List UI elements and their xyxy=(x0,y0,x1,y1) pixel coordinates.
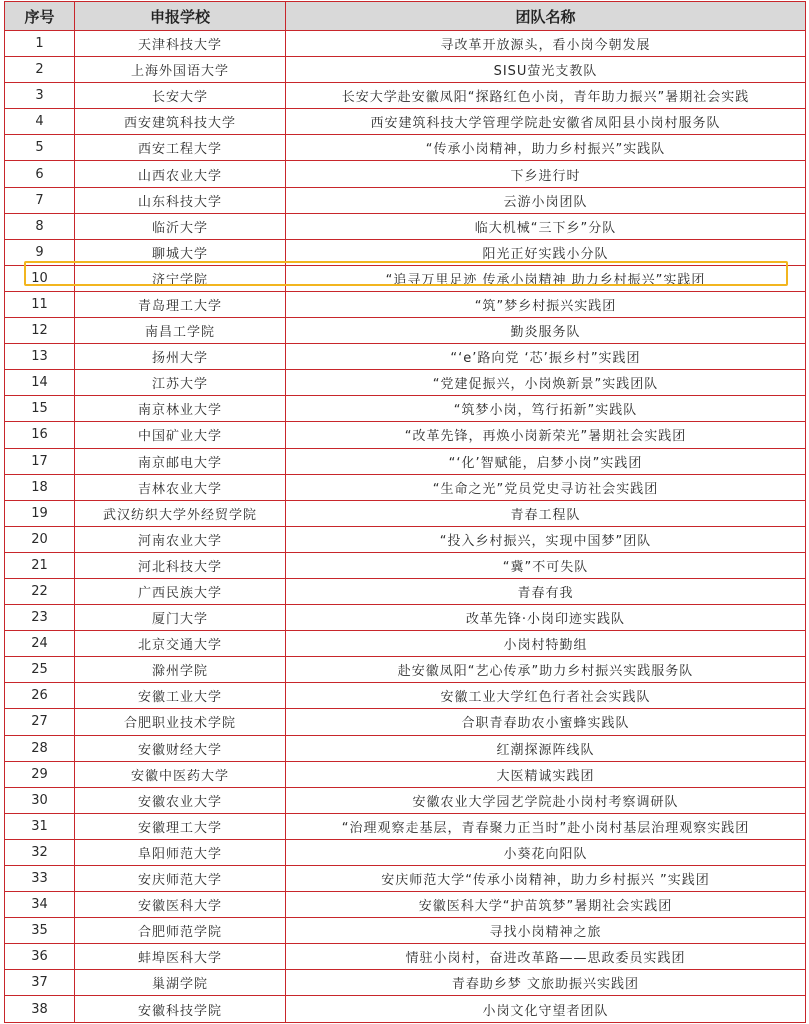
row-number: 32 xyxy=(5,839,75,865)
team-name: 安庆师范大学“传承小岗精神，助力乡村振兴 ”实践团 xyxy=(286,866,806,892)
school-name: 安徽医科大学 xyxy=(75,892,286,918)
school-name: 阜阳师范大学 xyxy=(75,839,286,865)
team-name: 青春有我 xyxy=(286,578,806,604)
table-header xyxy=(5,2,806,31)
row-number: 7 xyxy=(5,187,75,213)
row-number: 8 xyxy=(5,213,75,239)
team-name: “追寻万里足迹 传承小岗精神 助力乡村振兴”实践团 xyxy=(286,265,806,291)
team-name: 大医精诚实践团 xyxy=(286,761,806,787)
row-number: 13 xyxy=(5,344,75,370)
school-name: 北京交通大学 xyxy=(75,631,286,657)
school-name: 河南农业大学 xyxy=(75,526,286,552)
team-name: 小葵花向阳队 xyxy=(286,839,806,865)
school-name: 安庆师范大学 xyxy=(75,866,286,892)
school-name: 吉林农业大学 xyxy=(75,474,286,500)
table-row xyxy=(5,631,806,657)
team-name: 勤炎服务队 xyxy=(286,318,806,344)
school-name: 天津科技大学 xyxy=(75,31,286,57)
team-name: “治理观察走基层，青春聚力正当时”赴小岗村基层治理观察实践团 xyxy=(286,813,806,839)
header-no: 序号 xyxy=(5,2,75,31)
team-name: “‘化’智赋能，启梦小岗”实践团 xyxy=(286,448,806,474)
team-name: 安徽农业大学园艺学院赴小岗村考察调研队 xyxy=(286,787,806,813)
row-number: 18 xyxy=(5,474,75,500)
row-number: 30 xyxy=(5,787,75,813)
header-row xyxy=(5,2,806,31)
team-name: “投入乡村振兴，实现中国梦”团队 xyxy=(286,526,806,552)
school-name: 南京邮电大学 xyxy=(75,448,286,474)
row-number: 16 xyxy=(5,422,75,448)
team-name: “传承小岗精神，助力乡村振兴”实践队 xyxy=(286,135,806,161)
school-name: 厦门大学 xyxy=(75,605,286,631)
team-name: 青春工程队 xyxy=(286,500,806,526)
table-row xyxy=(5,526,806,552)
table-row xyxy=(5,31,806,57)
table-row xyxy=(5,265,806,291)
school-name: 上海外国语大学 xyxy=(75,57,286,83)
school-name: 安徽农业大学 xyxy=(75,787,286,813)
row-number: 26 xyxy=(5,683,75,709)
row-number: 38 xyxy=(5,996,75,1022)
row-number: 24 xyxy=(5,631,75,657)
table-row xyxy=(5,161,806,187)
header-school: 申报学校 xyxy=(75,2,286,31)
table-row xyxy=(5,187,806,213)
table-row xyxy=(5,996,806,1022)
school-name: 长安大学 xyxy=(75,83,286,109)
row-number: 4 xyxy=(5,109,75,135)
school-name: 山东科技大学 xyxy=(75,187,286,213)
team-name: 阳光正好实践小分队 xyxy=(286,239,806,265)
table-row xyxy=(5,944,806,970)
table-row xyxy=(5,761,806,787)
row-number: 11 xyxy=(5,291,75,317)
school-name: 河北科技大学 xyxy=(75,552,286,578)
table-row xyxy=(5,709,806,735)
team-name: 小岗文化守望者团队 xyxy=(286,996,806,1022)
team-name: 长安大学赴安徽凤阳“探路红色小岗，青年助力振兴”暑期社会实践 xyxy=(286,83,806,109)
school-name: 青岛理工大学 xyxy=(75,291,286,317)
table-row xyxy=(5,213,806,239)
table-row xyxy=(5,422,806,448)
table-row xyxy=(5,448,806,474)
team-name: 云游小岗团队 xyxy=(286,187,806,213)
table-row xyxy=(5,813,806,839)
row-number: 25 xyxy=(5,657,75,683)
team-name: 改革先锋·小岗印迹实践队 xyxy=(286,605,806,631)
table-body xyxy=(5,31,806,1023)
school-name: 滁州学院 xyxy=(75,657,286,683)
school-name: 合肥职业技术学院 xyxy=(75,709,286,735)
table-row xyxy=(5,892,806,918)
school-name: 安徽中医药大学 xyxy=(75,761,286,787)
team-name: 安徽工业大学红色行者社会实践队 xyxy=(286,683,806,709)
team-name: 下乡进行时 xyxy=(286,161,806,187)
team-name: 寻找小岗精神之旅 xyxy=(286,918,806,944)
school-name: 安徽科技学院 xyxy=(75,996,286,1022)
row-number: 14 xyxy=(5,370,75,396)
table-row xyxy=(5,839,806,865)
row-number: 35 xyxy=(5,918,75,944)
row-number: 31 xyxy=(5,813,75,839)
team-name: 情驻小岗村，奋进改革路——思政委员实践团 xyxy=(286,944,806,970)
header-team: 团队名称 xyxy=(286,2,806,31)
school-name: 安徽财经大学 xyxy=(75,735,286,761)
table-row xyxy=(5,318,806,344)
school-name: 武汉纺织大学外经贸学院 xyxy=(75,500,286,526)
school-name: 西安建筑科技大学 xyxy=(75,109,286,135)
row-number: 3 xyxy=(5,83,75,109)
table-row xyxy=(5,657,806,683)
school-name: 中国矿业大学 xyxy=(75,422,286,448)
table-row xyxy=(5,866,806,892)
school-name: 临沂大学 xyxy=(75,213,286,239)
table-row xyxy=(5,735,806,761)
table-row xyxy=(5,578,806,604)
table-row xyxy=(5,552,806,578)
team-name: 安徽医科大学“护苗筑梦”暑期社会实践团 xyxy=(286,892,806,918)
row-number: 28 xyxy=(5,735,75,761)
team-name: “冀”不可失队 xyxy=(286,552,806,578)
table-row xyxy=(5,970,806,996)
row-number: 23 xyxy=(5,605,75,631)
school-name: 南昌工学院 xyxy=(75,318,286,344)
team-name: “生命之光”党员党史寻访社会实践团 xyxy=(286,474,806,500)
table-row xyxy=(5,396,806,422)
school-name: 南京林业大学 xyxy=(75,396,286,422)
table-row xyxy=(5,787,806,813)
team-name: 红潮探源阵线队 xyxy=(286,735,806,761)
team-name: 临大机械“三下乡”分队 xyxy=(286,213,806,239)
row-number: 12 xyxy=(5,318,75,344)
row-number: 6 xyxy=(5,161,75,187)
team-name: 赴安徽凤阳“艺心传承”助力乡村振兴实践服务队 xyxy=(286,657,806,683)
table-row xyxy=(5,500,806,526)
table-row xyxy=(5,109,806,135)
table-row xyxy=(5,344,806,370)
school-name: 广西民族大学 xyxy=(75,578,286,604)
row-number: 17 xyxy=(5,448,75,474)
school-name: 西安工程大学 xyxy=(75,135,286,161)
row-number: 19 xyxy=(5,500,75,526)
team-name: 小岗村特勤组 xyxy=(286,631,806,657)
team-name: “党建促振兴，小岗焕新景”实践团队 xyxy=(286,370,806,396)
row-number: 36 xyxy=(5,944,75,970)
school-name: 合肥师范学院 xyxy=(75,918,286,944)
school-name: 山西农业大学 xyxy=(75,161,286,187)
row-number: 34 xyxy=(5,892,75,918)
row-number: 21 xyxy=(5,552,75,578)
table-row xyxy=(5,474,806,500)
team-name: “筑梦小岗，笃行拓新”实践队 xyxy=(286,396,806,422)
row-number: 5 xyxy=(5,135,75,161)
school-name: 蚌埠医科大学 xyxy=(75,944,286,970)
row-number: 2 xyxy=(5,57,75,83)
row-number: 10 xyxy=(5,265,75,291)
table-row xyxy=(5,291,806,317)
school-name: 安徽理工大学 xyxy=(75,813,286,839)
team-name: SISU萤光支教队 xyxy=(286,57,806,83)
table-row xyxy=(5,83,806,109)
team-name: 西安建筑科技大学管理学院赴安徽省凤阳县小岗村服务队 xyxy=(286,109,806,135)
row-number: 27 xyxy=(5,709,75,735)
team-name: 合职青春助农小蜜蜂实践队 xyxy=(286,709,806,735)
school-name: 聊城大学 xyxy=(75,239,286,265)
row-number: 1 xyxy=(5,31,75,57)
team-name: “改革先锋，再焕小岗新荣光”暑期社会实践团 xyxy=(286,422,806,448)
table-row xyxy=(5,605,806,631)
row-number: 15 xyxy=(5,396,75,422)
row-number: 37 xyxy=(5,970,75,996)
table-row xyxy=(5,683,806,709)
row-number: 29 xyxy=(5,761,75,787)
team-list-table xyxy=(4,1,806,1023)
school-name: 安徽工业大学 xyxy=(75,683,286,709)
table-row xyxy=(5,239,806,265)
table-row xyxy=(5,135,806,161)
team-name: 寻改革开放源头，看小岗今朝发展 xyxy=(286,31,806,57)
team-name: “筑”梦乡村振兴实践团 xyxy=(286,291,806,317)
table-row xyxy=(5,57,806,83)
school-name: 济宁学院 xyxy=(75,265,286,291)
school-name: 巢湖学院 xyxy=(75,970,286,996)
row-number: 9 xyxy=(5,239,75,265)
team-name: 青春助乡梦 文旅助振兴实践团 xyxy=(286,970,806,996)
row-number: 22 xyxy=(5,578,75,604)
row-number: 33 xyxy=(5,866,75,892)
school-name: 江苏大学 xyxy=(75,370,286,396)
row-number: 20 xyxy=(5,526,75,552)
table-row xyxy=(5,918,806,944)
team-name: “‘e’路向党 ‘芯’振乡村”实践团 xyxy=(286,344,806,370)
school-name: 扬州大学 xyxy=(75,344,286,370)
table-row xyxy=(5,370,806,396)
